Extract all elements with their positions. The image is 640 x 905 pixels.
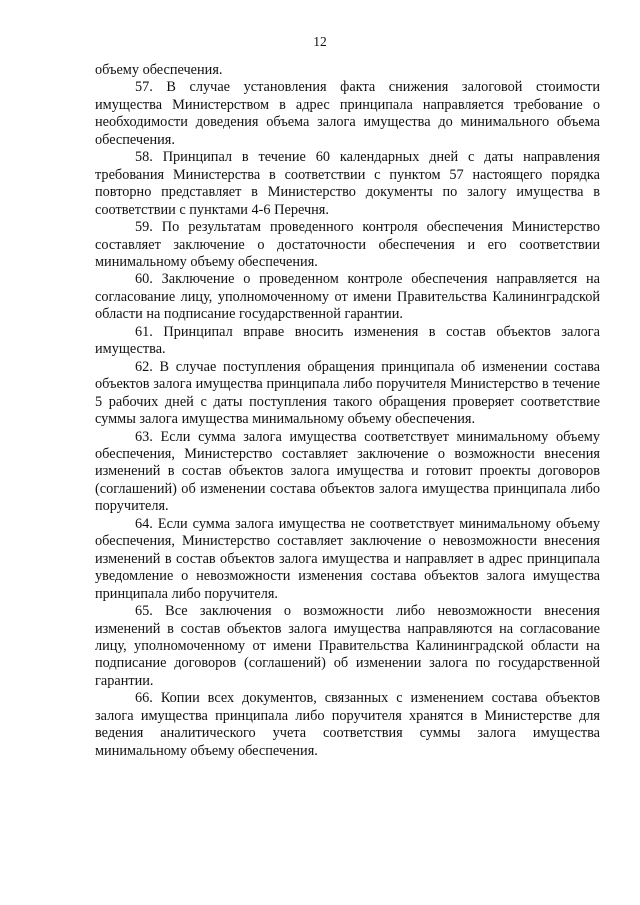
- paragraph-65: 65. Все заключения о возможности либо невозможности внесения изменений в состав объектов залога имущества направляются на согласование лицу, уполномоченному от имени Правительства Калининградской области на подписание договоров (соглашений) об изменении залога по государственной гарантии.: [95, 603, 600, 689]
- paragraph-62: 62. В случае поступления обращения принципала об изменении состава объектов залога имущества принципала либо поручителя Министерство в течение 5 рабочих дней с даты поступления такого обращения проверяет соответствие суммы залога имущества минимальному объему обеспечения.: [95, 358, 600, 428]
- paragraph-64: 64. Если сумма залога имущества не соответствует минимальному объему обеспечения, Министерство составляет заключение о невозможности внесения изменений в состав объектов залога имущества и направляет в адрес принципала уведомление о невозможности изменения состава объектов залога имущества принципала либо поручителя.: [95, 515, 600, 602]
- paragraph-60: 60. Заключение о проведенном контроле обеспечения направляется на согласование лицу, уполномоченному от имени Правительства Калининградской области на подписание государственной гарантии.: [95, 271, 600, 323]
- page-number: 12: [313, 34, 327, 49]
- paragraph-63: 63. Если сумма залога имущества соответствует минимальному объему обеспечения, Министерство составляет заключение о возможности внесения изменений в состав объектов залога имущества и готовит проекты договоров (соглашений) об изменении состава объектов залога имущества принципала либо поручителя.: [95, 428, 600, 515]
- document-body: [95, 62, 600, 760]
- paragraph-61: 61. Принципал вправе вносить изменения в состав объектов залога имущества.: [95, 323, 600, 358]
- paragraph-58: 58. Принципал в течение 60 календарных дней с даты направления требования Министерства в соответствии с пунктом 57 настоящего порядка повторно представляет в Министерство документы по залогу имущества в соответствии с пунктами 4-6 Перечня.: [95, 149, 600, 218]
- paragraph-59: 59. По результатам проведенного контроля обеспечения Министерство составляет заключение о достаточности обеспечения и его соответствии минимальному объему обеспечения.: [95, 219, 600, 270]
- paragraph-66: 66. Копии всех документов, связанных с изменением состава объектов залога имущества принципала либо поручителя хранятся в Министерстве для ведения аналитического учета соответствия суммы залога имущества минимальному объему обеспечения.: [95, 690, 600, 759]
- paragraph-57: 57. В случае установления факта снижения залоговой стоимости имущества Министерством в адрес принципала направляется требование о необходимости доведения объема залога имущества до минимального объема обеспечения.: [95, 79, 600, 148]
- paragraph-continuation: объему обеспечения.: [95, 62, 223, 78]
